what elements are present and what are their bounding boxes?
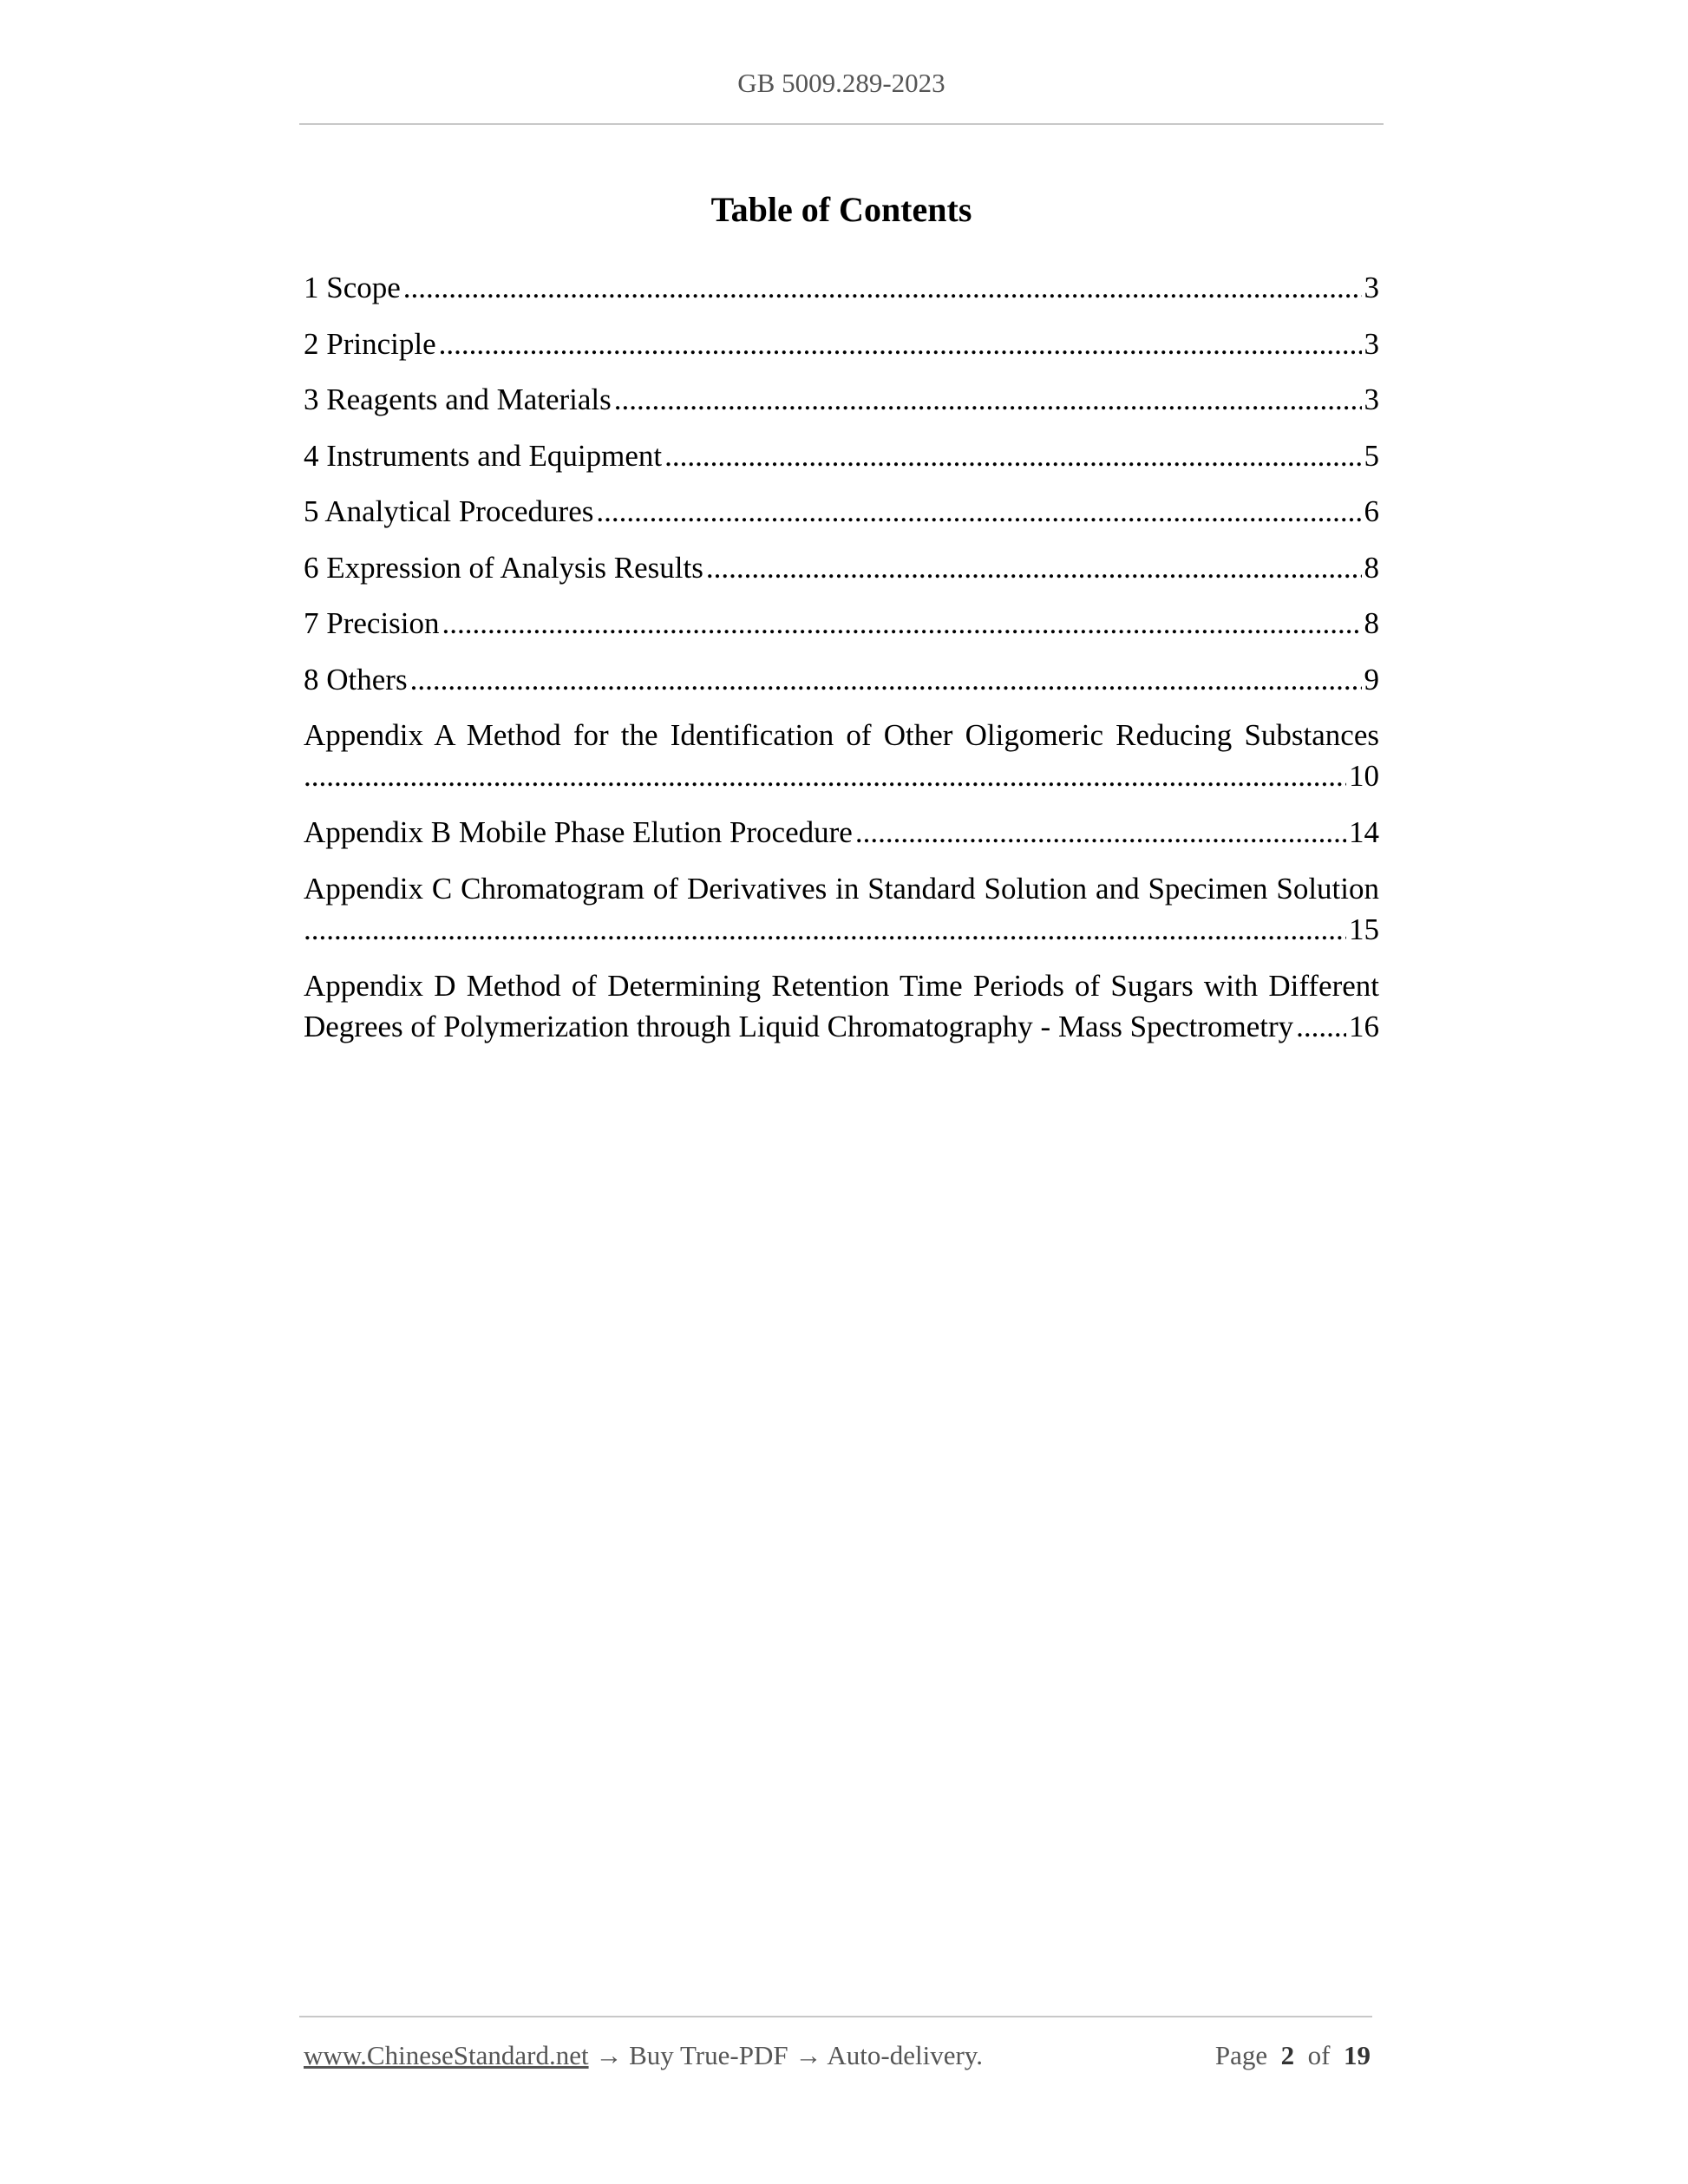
toc-title: Table of Contents [710,190,972,229]
toc-entry-others[interactable] [304,659,1379,716]
toc-entry-page: 9 [1364,662,1379,696]
toc-entry-instruments[interactable] [304,435,1379,492]
dot-leader [596,491,1361,533]
dot-leader [855,812,1346,853]
toc-entry-procedures[interactable] [304,491,1379,547]
toc-entry-label: 8 Others [304,662,408,696]
toc-entry-page: 3 [1364,271,1379,304]
arrow-right-icon: → [795,2040,822,2070]
toc-entry-label: 7 Precision [304,606,440,640]
toc-entry-label: Appendix D Method of Determining Retention Time Periods of Sugars with Different [304,968,1379,1003]
current-page: 2 [1280,2040,1295,2070]
toc-entry-page: 8 [1364,550,1379,585]
running-header: GB 5009.289-2023 [737,68,945,98]
footer-promo [304,2040,983,2071]
toc-entry-page: 15 [1349,912,1379,946]
toc-entry-page: 10 [1349,759,1379,793]
toc-entry-appendix-b[interactable] [304,812,1379,868]
toc-entry-appendix-c[interactable] [304,868,1379,965]
header-divider [299,123,1384,125]
toc-entry-scope[interactable] [304,267,1379,324]
arrow-right-icon: → [595,2040,623,2070]
toc-entry-page: 6 [1364,494,1379,528]
toc-entry-page: 8 [1364,606,1379,640]
toc-entry-principle[interactable] [304,324,1379,380]
auto-delivery-text: Auto-delivery. [827,2040,984,2070]
toc-entry-reagents[interactable] [304,379,1379,435]
table-of-contents [304,267,1379,1063]
toc-entry-label: 3 Reagents and Materials [304,383,612,416]
dot-leader [664,435,1361,477]
dot-leader [1296,1006,1346,1047]
toc-entry-page: 3 [1364,383,1379,416]
dot-leader [442,603,1362,644]
footer-divider [299,2016,1372,2017]
toc-entry-label: 4 Instruments and Equipment [304,438,663,473]
toc-entry-results[interactable] [304,547,1379,604]
toc-entry-label-continued: Degrees of Polymerization through Liquid Chromatography - Mass Spectrometry [304,1009,1294,1043]
toc-entry-label: Appendix C Chromatogram of Derivatives in Standard Solution and Specimen Solution [304,871,1379,906]
page-number [1215,2040,1371,2071]
toc-entry-page: 14 [1349,815,1379,849]
toc-entry-label: 5 Analytical Procedures [304,494,594,528]
site-link[interactable]: www.ChineseStandard.net [304,2040,589,2070]
dot-leader [614,379,1362,421]
toc-entry-label: 2 Principle [304,326,436,361]
toc-entry-label: 6 Expression of Analysis Results [304,550,703,585]
toc-entry-page: 5 [1364,438,1379,473]
toc-entry-appendix-a[interactable] [304,715,1379,812]
toc-entry-appendix-d[interactable] [304,965,1379,1063]
toc-entry-label: Appendix B Mobile Phase Elution Procedure [304,815,853,849]
dot-leader [304,909,1346,950]
dot-leader [410,659,1362,701]
toc-entry-page: 3 [1364,326,1379,361]
dot-leader [403,267,1362,309]
toc-entry-label: 1 Scope [304,271,401,304]
page-word: Page [1214,2040,1268,2070]
dot-leader [304,755,1346,796]
dot-leader [439,324,1362,365]
toc-entry-label: Appendix A Method for the Identification of Other Oligomeric Reducing Substances [304,718,1379,752]
total-pages: 19 [1344,2040,1371,2070]
buy-pdf-text: Buy True-PDF [629,2040,788,2070]
toc-entry-page: 16 [1349,1009,1379,1043]
toc-entry-precision[interactable] [304,603,1379,659]
dot-leader [706,547,1362,589]
of-word: of [1307,2040,1331,2070]
